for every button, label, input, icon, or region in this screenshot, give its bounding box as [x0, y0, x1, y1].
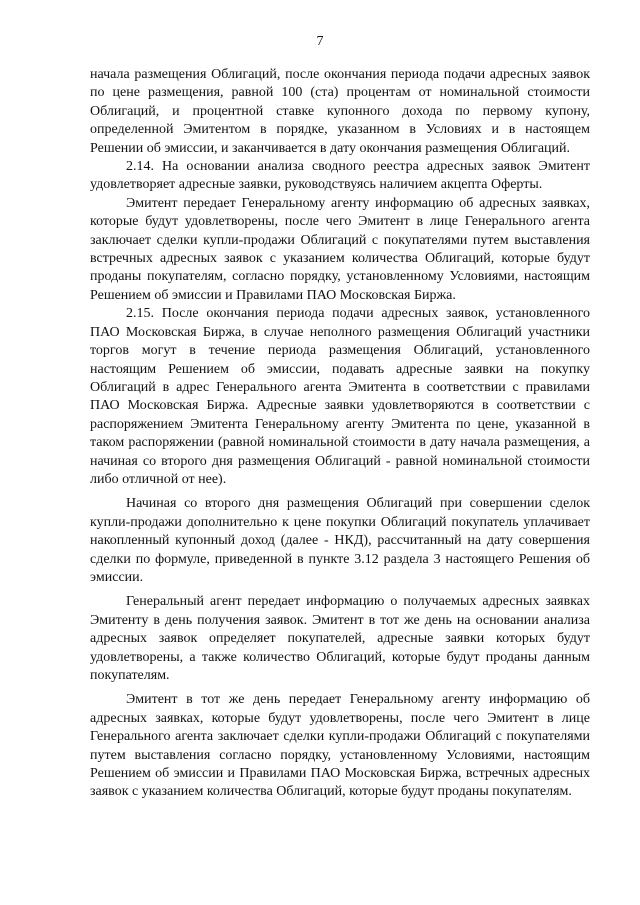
page-number: 7	[316, 34, 324, 49]
document-body	[90, 66, 590, 802]
paragraph-2-14: 2.14. На основании анализа сводного реестра адресных заявок Эмитент удовлетворяет адресные заявки, руководствуясь наличием акцепта Оферты.	[90, 159, 590, 193]
paragraph-agent-transfers-requests: Генеральный агент передает информацию о получаемых адресных заявках Эмитенту в день получения заявок. Эмитент в тот же день на основании анализа адресных заявок определяет покупателей, адресные заявки которых будут удовлетворены, а также количество Облигаций, которые будут проданы данным покупателям.	[90, 594, 590, 683]
paragraph-accrued-coupon: Начиная со второго дня размещения Облигаций при совершении сделок купли-продажи дополнительно к цене покупки Облигаций покупатель уплачивает накопленный купонный доход (далее - НКД), рассчитанный на дату совершения сделки по формуле, приведенной в пункте 3.12 раздела 3 настоящего Решения об эмиссии.	[90, 496, 590, 585]
paragraph-issuer-same-day: Эмитент в тот же день передает Генеральному агенту информацию об адресных заявках, которые будут удовлетворены, после чего Эмитент в лице Генерального агента заключает сделки купли-продажи Облигаций с покупателями путем выставления согласно порядку, установленному Условиями, настоящим Решением об эмиссии и Правилами ПАО Московская Биржа, встречных адресных заявок с указанием количества Облигаций, которые будут проданы покупателям.	[90, 692, 590, 800]
paragraph-continuation: начала размещения Облигаций, после окончания периода подачи адресных заявок по цене размещения, равной 100 (ста) процентам от номинальной стоимости Облигаций, и процентной ставке купонного дохода по первому купону, определенной Эмитентом в порядке, указанном в Условиях и в настоящем Решении об эмиссии, и заканчивается в дату окончания размещения Облигаций.	[90, 67, 590, 156]
paragraph-general-agent-info: Эмитент передает Генеральному агенту информацию об адресных заявках, которые будут удовлетворены, после чего Эмитент в лице Генерального агента заключает сделки купли-продажи Облигаций с покупателями путем выставления встречных адресных заявок с указанием количества Облигаций, которые будут проданы покупателям, согласно порядку, установленному Условиями, настоящим Решением об эмиссии и Правилами ПАО Московская Биржа.	[90, 195, 590, 303]
paragraph-2-15: 2.15. После окончания периода подачи адресных заявок, установленного ПАО Московская Биржа, в случае неполного размещения Облигаций участники торгов могут в течение периода размещения Облигаций, установленного настоящим Решением об эмиссии, подавать адресные заявки на покупку Облигаций в адрес Генерального агента Эмитента в соответствии с правилами ПАО Московская Биржа. Адресные заявки удовлетворяются в соответствии с распоряжением Эмитента Генеральному агенту Эмитента по цене, указанной в таком распоряжении (равной номинальной стоимости в дату начала размещения, а начиная со второго дня размещения Облигаций - равной номинальной стоимости либо отличной от нее).	[90, 306, 590, 487]
